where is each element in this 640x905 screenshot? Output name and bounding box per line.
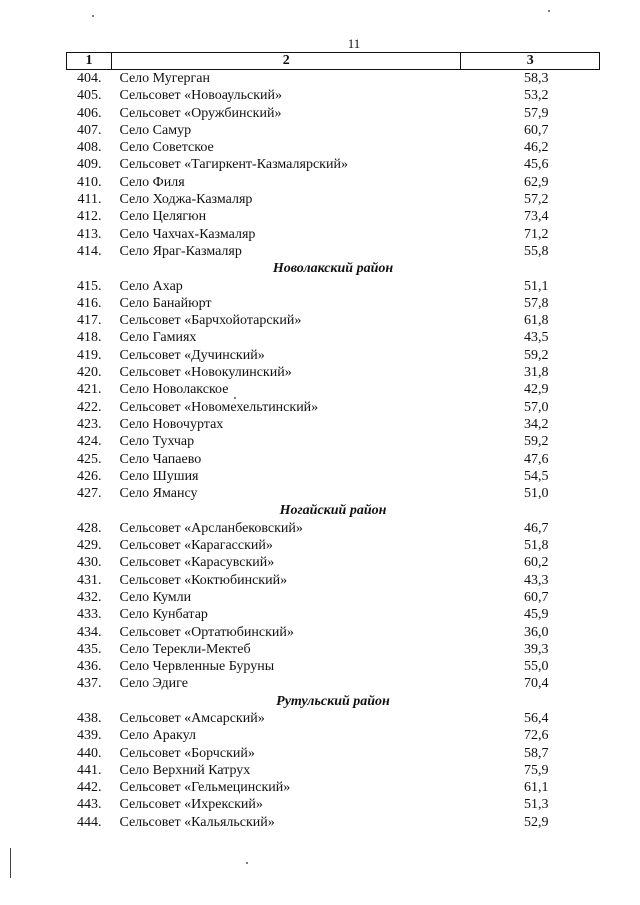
row-number: 411. bbox=[77, 192, 102, 208]
row-number: 442. bbox=[76, 780, 102, 796]
row-name: Сельсовет «Ихрекский» bbox=[119, 797, 263, 813]
row-name: Село Ходжа-Казмаляр bbox=[119, 192, 253, 208]
row-value: 59,2 bbox=[523, 434, 549, 450]
table-row bbox=[67, 399, 600, 416]
row-number: 416. bbox=[76, 295, 102, 311]
row-value: 60,7 bbox=[523, 589, 549, 605]
row-number: 423. bbox=[76, 416, 102, 432]
scan-speck bbox=[246, 862, 248, 864]
table-row bbox=[67, 191, 600, 208]
table-body bbox=[67, 70, 600, 832]
district-heading: Рутульский район bbox=[276, 693, 390, 709]
table-row bbox=[67, 156, 600, 173]
table-row bbox=[67, 745, 600, 762]
row-number: 444. bbox=[76, 814, 102, 830]
row-name: Село Терекли-Мектеб bbox=[119, 641, 251, 657]
table-row bbox=[67, 624, 600, 641]
table-row bbox=[67, 278, 600, 295]
table-row bbox=[67, 727, 600, 744]
row-name: Сельсовет «Амсарский» bbox=[119, 710, 265, 726]
row-value: 54,5 bbox=[523, 468, 549, 484]
row-number: 434. bbox=[76, 624, 102, 640]
row-name: Село Банайюрт bbox=[119, 295, 212, 311]
row-name: Село Кумли bbox=[119, 589, 192, 605]
row-name: Сельсовет «Борчский» bbox=[119, 745, 255, 761]
row-value: 52,9 bbox=[523, 814, 549, 830]
row-name: Село Чапаево bbox=[119, 451, 202, 467]
table-row bbox=[67, 468, 600, 485]
row-number: 417. bbox=[76, 313, 102, 329]
row-number: 409. bbox=[76, 157, 102, 173]
row-value: 57,9 bbox=[523, 105, 549, 121]
row-number: 415. bbox=[76, 278, 102, 294]
row-number: 431. bbox=[76, 572, 102, 588]
row-number: 432. bbox=[76, 589, 102, 605]
row-name: Сельсовет «Новокулинский» bbox=[119, 365, 292, 381]
table-row bbox=[67, 589, 600, 606]
table-row bbox=[67, 779, 600, 796]
district-row bbox=[67, 502, 600, 519]
district-heading: Ногайский район bbox=[279, 503, 387, 519]
row-name: Село Тухчар bbox=[119, 434, 195, 450]
table-row bbox=[67, 105, 600, 122]
table-row bbox=[67, 451, 600, 468]
table-row bbox=[67, 485, 600, 502]
row-value: 57,0 bbox=[523, 399, 549, 415]
row-value: 58,7 bbox=[523, 745, 549, 761]
row-value: 46,7 bbox=[523, 520, 549, 536]
row-number: 435. bbox=[76, 641, 102, 657]
row-value: 55,0 bbox=[523, 659, 549, 675]
row-number: 414. bbox=[76, 243, 102, 259]
row-name: Сельсовет «Гельмецинский» bbox=[119, 780, 291, 796]
row-name: Село Кунбатар bbox=[119, 607, 208, 623]
row-name: Село Новочуртах bbox=[119, 416, 224, 432]
row-value: 36,0 bbox=[523, 624, 549, 640]
table-row bbox=[67, 70, 600, 88]
row-value: 59,2 bbox=[523, 347, 549, 363]
row-number: 404. bbox=[76, 71, 102, 86]
table-row bbox=[67, 554, 600, 571]
table-row bbox=[67, 762, 600, 779]
table-row bbox=[67, 641, 600, 658]
row-number: 410. bbox=[76, 174, 102, 190]
row-number: 437. bbox=[76, 676, 102, 692]
row-name: Сельсовет «Оружбинский» bbox=[119, 105, 282, 121]
row-name: Сельсовет «Новоаульский» bbox=[119, 88, 283, 104]
row-name: Село Червленные Буруны bbox=[119, 659, 275, 675]
row-value: 31,8 bbox=[523, 365, 549, 381]
row-value: 60,2 bbox=[523, 555, 549, 571]
scan-speck bbox=[548, 10, 550, 12]
row-number: 433. bbox=[76, 607, 102, 623]
table-row bbox=[67, 433, 600, 450]
table-row bbox=[67, 537, 600, 554]
row-value: 51,1 bbox=[523, 278, 549, 294]
row-number: 438. bbox=[76, 710, 102, 726]
row-value: 42,9 bbox=[523, 382, 549, 398]
table-row bbox=[67, 347, 600, 364]
table-row bbox=[67, 675, 600, 692]
page-number: 11 bbox=[347, 36, 361, 51]
row-number: 422. bbox=[76, 399, 102, 415]
row-number: 412. bbox=[76, 209, 102, 225]
row-value: 47,6 bbox=[523, 451, 549, 467]
scan-speck bbox=[92, 15, 94, 17]
scan-speck bbox=[234, 397, 236, 399]
row-name: Село Мугерган bbox=[119, 71, 210, 86]
row-name: Село Целягюн bbox=[119, 209, 207, 225]
row-number: 405. bbox=[76, 88, 102, 104]
table-row bbox=[67, 139, 600, 156]
row-number: 418. bbox=[76, 330, 102, 346]
table-row bbox=[67, 572, 600, 589]
row-value: 60,7 bbox=[523, 122, 549, 138]
header-col-2: 2 bbox=[111, 53, 460, 70]
row-value: 72,6 bbox=[523, 728, 549, 744]
row-value: 57,2 bbox=[523, 192, 549, 208]
row-name: Село Яраг-Казмаляр bbox=[119, 243, 242, 259]
row-value: 46,2 bbox=[523, 140, 549, 156]
row-value: 56,4 bbox=[523, 710, 549, 726]
row-name: Село Аракул bbox=[119, 728, 196, 744]
row-number: 443. bbox=[76, 797, 102, 813]
row-number: 406. bbox=[76, 105, 102, 121]
table-row bbox=[67, 658, 600, 675]
row-value: 61,8 bbox=[523, 313, 549, 329]
row-number: 430. bbox=[76, 555, 102, 571]
row-value: 51,0 bbox=[523, 486, 549, 502]
row-value: 57,8 bbox=[523, 295, 549, 311]
row-name: Село Шушия bbox=[119, 468, 199, 484]
row-name: Село Ямансу bbox=[119, 486, 198, 502]
row-name: Сельсовет «Кальяльский» bbox=[119, 814, 275, 830]
row-value: 34,2 bbox=[523, 416, 549, 432]
row-value: 55,8 bbox=[523, 243, 549, 259]
row-number: 427. bbox=[76, 486, 102, 502]
row-number: 413. bbox=[76, 226, 102, 242]
table-row bbox=[67, 122, 600, 139]
table-row bbox=[67, 243, 600, 260]
data-table bbox=[66, 52, 600, 831]
table-row bbox=[67, 416, 600, 433]
table-row bbox=[67, 87, 600, 104]
table-row bbox=[67, 606, 600, 623]
row-value: 51,8 bbox=[523, 538, 549, 554]
table-header-row bbox=[67, 53, 600, 70]
row-number: 424. bbox=[76, 434, 102, 450]
row-number: 425. bbox=[76, 451, 102, 467]
row-name: Село Советское bbox=[119, 140, 214, 156]
row-name: Сельсовет «Арсланбековский» bbox=[119, 520, 303, 536]
row-value: 53,2 bbox=[523, 88, 549, 104]
table-row bbox=[67, 520, 600, 537]
row-name: Сельсовет «Карасувский» bbox=[119, 555, 275, 571]
row-value: 61,1 bbox=[523, 780, 549, 796]
table-row bbox=[67, 312, 600, 329]
row-name: Сельсовет «Карагасский» bbox=[119, 538, 273, 554]
row-name: Село Самур bbox=[119, 122, 192, 138]
row-number: 440. bbox=[76, 745, 102, 761]
row-number: 426. bbox=[76, 468, 102, 484]
table-row bbox=[67, 814, 600, 831]
district-heading: Новолакский район bbox=[272, 261, 394, 277]
row-name: Сельсовет «Ортатюбинский» bbox=[119, 624, 294, 640]
row-value: 43,5 bbox=[523, 330, 549, 346]
row-number: 420. bbox=[76, 365, 102, 381]
row-number: 419. bbox=[76, 347, 102, 363]
table-row bbox=[67, 208, 600, 225]
row-name: Сельсовет «Коктюбинский» bbox=[119, 572, 288, 588]
row-number: 407. bbox=[76, 122, 102, 138]
row-name: Сельсовет «Дучинский» bbox=[119, 347, 265, 363]
row-name: Село Чахчах-Казмаляр bbox=[119, 226, 256, 242]
table-row bbox=[67, 710, 600, 727]
row-name: Село Ахар bbox=[119, 278, 183, 294]
row-value: 58,3 bbox=[523, 71, 549, 86]
header-col-3: 3 bbox=[461, 53, 600, 70]
table-row bbox=[67, 364, 600, 381]
scan-edge-mark bbox=[10, 848, 11, 878]
table-row bbox=[67, 295, 600, 312]
row-value: 75,9 bbox=[523, 762, 549, 778]
table-row bbox=[67, 226, 600, 243]
row-name: Село Новолакское bbox=[119, 382, 229, 398]
table-row bbox=[67, 174, 600, 191]
row-value: 43,3 bbox=[523, 572, 549, 588]
table-row bbox=[67, 329, 600, 346]
row-number: 421. bbox=[76, 382, 102, 398]
table-row bbox=[67, 796, 600, 813]
header-col-1: 1 bbox=[67, 53, 112, 70]
row-name: Село Эдиге bbox=[119, 676, 188, 692]
row-value: 39,3 bbox=[523, 641, 549, 657]
row-name: Село Верхний Катрух bbox=[119, 762, 251, 778]
row-value: 45,9 bbox=[523, 607, 549, 623]
row-value: 51,3 bbox=[523, 797, 549, 813]
row-number: 428. bbox=[76, 520, 102, 536]
district-row bbox=[67, 260, 600, 277]
row-name: Сельсовет «Барчхойотарский» bbox=[119, 313, 302, 329]
row-value: 45,6 bbox=[523, 157, 549, 173]
row-number: 408. bbox=[76, 140, 102, 156]
row-value: 62,9 bbox=[523, 174, 549, 190]
row-number: 441. bbox=[76, 762, 102, 778]
row-value: 73,4 bbox=[523, 209, 549, 225]
row-number: 429. bbox=[76, 538, 102, 554]
row-value: 71,2 bbox=[523, 226, 549, 242]
row-name: Село Филя bbox=[119, 174, 185, 190]
row-number: 439. bbox=[76, 728, 102, 744]
row-value: 70,4 bbox=[523, 676, 549, 692]
district-row bbox=[67, 693, 600, 710]
row-name: Сельсовет «Тагиркент-Казмалярский» bbox=[119, 157, 348, 173]
row-name: Село Гамиях bbox=[119, 330, 197, 346]
table-row bbox=[67, 381, 600, 398]
row-name: Сельсовет «Новомехельтинский» bbox=[119, 399, 319, 415]
row-number: 436. bbox=[76, 659, 102, 675]
